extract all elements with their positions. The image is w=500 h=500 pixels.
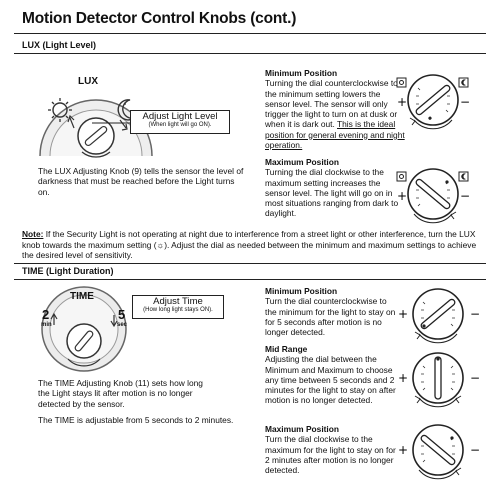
time-section-top-divider: [14, 263, 486, 264]
time-sec-unit: sec: [117, 322, 128, 328]
time-range: The TIME is adjustable from 5 seconds to 2 minutes.: [38, 415, 234, 425]
plus-sign: +: [398, 307, 409, 321]
plus-sign: +: [397, 189, 408, 203]
time-description: The TIME Adjusting Knob (11) sets how long the Light stays lit after motion is no longer detected by the sensor.: [38, 378, 203, 409]
time-mid-body: Adjusting the dial between the Minimum and Maximum to choose any time between 5 seconds and 2 minutes for the light to stay on after motion is no longer detected.: [265, 354, 396, 406]
lux-knob-label: LUX: [78, 76, 98, 87]
lux-min-dial-diagram: [396, 66, 480, 136]
lux-max-heading: Maximum Position: [265, 157, 339, 167]
lux-callout-pointer: [92, 118, 132, 128]
time-max-body: Turn the dial clockwise to the maximum for the light to stay on for 2 minutes after motion is no longer detected.: [265, 434, 396, 476]
sun-setting-icon: [397, 172, 406, 181]
lux-knob-illustration: [30, 58, 160, 158]
lux-min-body: Turning the dial counterclockwise to the minimum setting lowers the sensor level. The sensor will only trigger the light to turn on at dusk or when it is dark out. This is the ideal position for general evening and night operation.: [265, 78, 405, 151]
time-min-body: Turn the dial counterclockwise to the minimum for the light to stay on for 5 seconds after motion is no longer detected.: [265, 296, 396, 338]
lux-callout-title: Adjust Light Level: [142, 111, 218, 122]
time-knob-label: TIME: [70, 291, 94, 302]
lux-max-block: [265, 157, 408, 219]
lux-min-emphasis: This is the ideal position for general evening and night operation.: [265, 119, 405, 151]
time-mid-heading: Mid Range: [265, 344, 308, 354]
time-min-number: 2: [42, 307, 50, 322]
lux-min-heading: Minimum Position: [265, 68, 338, 78]
page-title: Motion Detector Control Knobs (cont.): [22, 10, 297, 27]
sun-setting-icon: [397, 78, 406, 87]
lux-callout-subtitle: (When light will go ON).: [148, 122, 212, 128]
plus-sign: +: [397, 95, 408, 109]
lux-section-divider: [14, 53, 486, 54]
time-min-unit: min: [41, 322, 52, 328]
time-min-block: [265, 286, 400, 337]
lux-max-dial-diagram: [396, 160, 480, 230]
lux-callout: [130, 110, 230, 134]
time-callout-subtitle: (How long light stays ON).: [143, 307, 213, 313]
time-mid-block: [265, 344, 400, 406]
minus-sign: −: [460, 189, 471, 203]
lux-section-heading: LUX (Light Level): [22, 40, 96, 50]
title-divider: [14, 33, 486, 34]
time-callout-title: Adjust Time: [153, 296, 203, 307]
time-mid-dial-diagram: [398, 346, 482, 416]
time-min-dial-diagram: [398, 282, 482, 352]
minus-sign: −: [460, 95, 471, 109]
note-text: If the Security Light is not operating at night due to interference from a street light or other interference, turn the LUX knob towards the maximum setting (☼). Adjust the dial as needed between the minimum and maximum settings to achieve the desired level of sensitivity.: [22, 229, 477, 261]
time-max-heading: Maximum Position: [265, 424, 339, 434]
time-section-heading: TIME (Light Duration): [22, 266, 114, 276]
time-max-dial-diagram: [398, 418, 482, 488]
lux-description: The LUX Adjusting Knob (9) tells the sensor the level of darkness that must be reached before the Light turns on.: [38, 166, 244, 197]
time-callout: [132, 295, 224, 319]
plus-sign: +: [398, 443, 409, 457]
plus-sign: +: [398, 371, 409, 385]
time-max-block: [265, 424, 400, 475]
lux-min-block: [265, 68, 408, 151]
lux-max-body: Turning the dial clockwise to the maximum setting increases the sensor level. The light will go on in most situations ranging from dark to daylight.: [265, 167, 399, 219]
minus-sign: −: [470, 307, 481, 321]
time-section-divider: [14, 279, 486, 280]
minus-sign: −: [470, 371, 481, 385]
time-min-heading: Minimum Position: [265, 286, 338, 296]
time-sec-number: 5: [118, 307, 126, 322]
note-paragraph: [22, 229, 482, 261]
note-label: Note:: [22, 229, 44, 239]
minus-sign: −: [470, 443, 481, 457]
